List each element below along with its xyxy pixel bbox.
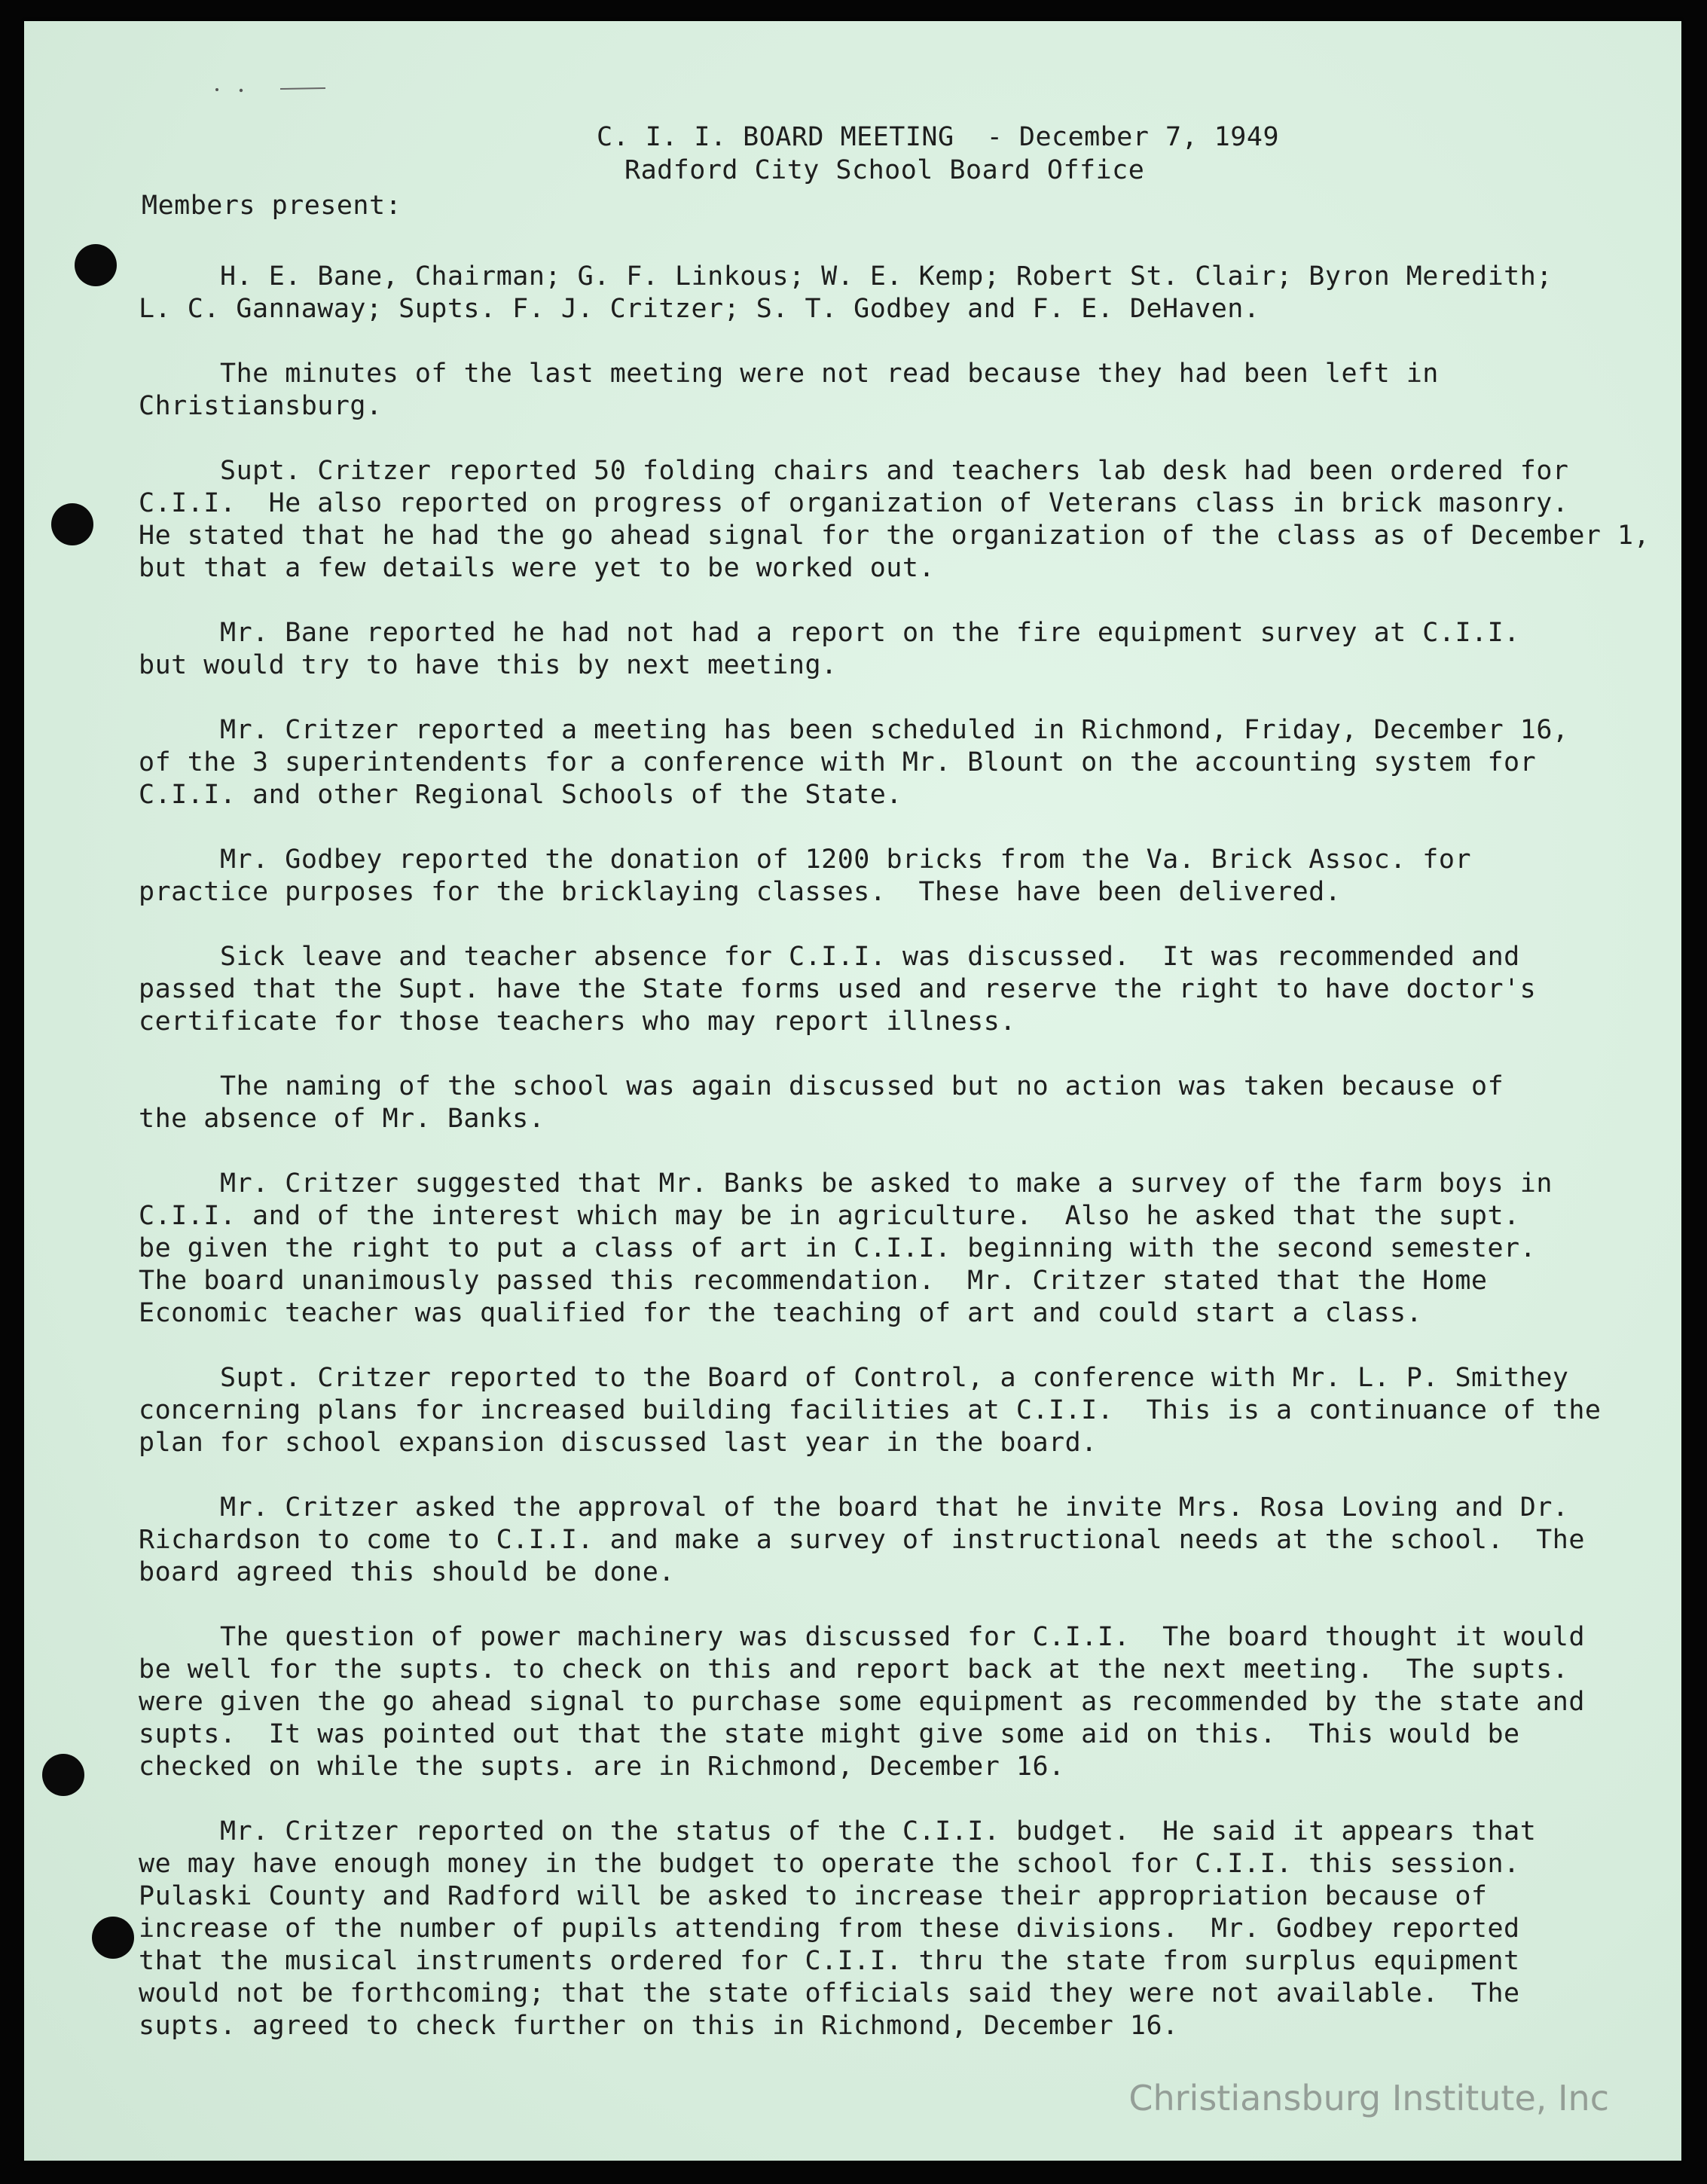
paragraph-line: were given the go ahead signal to purchase some equipment as recommended by the state and [139, 1687, 1585, 1717]
paragraph-line: board agreed this should be done. [139, 1557, 675, 1587]
paragraph-line: Supt. Critzer reported to the Board of Control, a conference with Mr. L. P. Smithey [220, 1363, 1569, 1393]
paragraph-line: The minutes of the last meeting were not read because they had been left in [220, 359, 1439, 389]
paragraph [139, 617, 1645, 682]
paragraph-line: increase of the number of pupils attending from these divisions. Mr. Godbey reported [139, 1914, 1520, 1944]
paragraph-line: Mr. Godbey reported the donation of 1200 bricks from the Va. Brick Assoc. for [220, 845, 1472, 875]
paragraph [139, 941, 1645, 1038]
paragraph-line: of the 3 superintendents for a conference with Mr. Blount on the accounting system for [139, 747, 1537, 777]
paragraph [139, 1362, 1645, 1459]
meeting-title: C. I. I. BOARD MEETING - December 7, 1949 [597, 122, 1280, 152]
paragraph-line: plan for school expansion discussed last year in the board. [139, 1428, 1098, 1458]
paragraph-line: Supt. Critzer reported 50 folding chairs and teachers lab desk had been ordered for [220, 456, 1569, 486]
paragraph-line: Mr. Bane reported he had not had a report on the fire equipment survey at C.I.I. [220, 618, 1520, 648]
paragraph-line: The question of power machinery was discussed for C.I.I. The board thought it would [220, 1622, 1586, 1652]
paragraph-line: passed that the Supt. have the State forms used and reserve the right to have doctor's [139, 974, 1537, 1004]
paragraph [139, 1621, 1645, 1783]
paragraph-line: C.I.I. and of the interest which may be in agriculture. Also he asked that the supt. [139, 1201, 1520, 1231]
paragraph-line: Christiansburg. [139, 391, 383, 421]
document-heading [597, 121, 1425, 187]
paragraph-line: be well for the supts. to check on this and report back at the next meeting. The supts. [139, 1654, 1569, 1685]
paragraph [139, 1492, 1645, 1589]
paragraph-line: Richardson to come to C.I.I. and make a survey of instructional needs at the school. The [139, 1525, 1585, 1555]
paragraph-line: but would try to have this by next meeting. [139, 650, 838, 680]
paragraph-line: supts. It was pointed out that the state might give some aid on this. This would be [139, 1719, 1520, 1749]
paragraph [139, 1816, 1645, 2042]
paragraph [139, 261, 1645, 325]
members-present-label: Members present: [142, 191, 402, 221]
paragraph-line: supts. agreed to check further on this in Richmond, December 16. [139, 2011, 1179, 2041]
paragraph-line: Economic teacher was qualified for the teaching of art and could start a class. [139, 1298, 1423, 1328]
paragraph-line: C.I.I. He also reported on progress of organization of Veterans class in brick masonry. [139, 488, 1569, 518]
paragraph-line: that the musical instruments ordered for C.I.I. thru the state from surplus equipment [139, 1946, 1520, 1976]
meeting-location: Radford City School Board Office [624, 155, 1145, 185]
punch-hole-4 [92, 1917, 134, 1959]
paragraph-line: checked on while the supts. are in Richmond, December 16. [139, 1752, 1065, 1782]
punch-hole-1 [75, 244, 117, 286]
paragraph [139, 358, 1645, 423]
paragraph-line: He stated that he had the go ahead signal for the organization of the class as of December 1, [139, 521, 1651, 551]
paragraph-line: be given the right to put a class of art in C.I.I. beginning with the second semester. [139, 1233, 1537, 1263]
paragraph-line: L. C. Gannaway; Supts. F. J. Critzer; S. T. Godbey and F. E. DeHaven. [139, 294, 1260, 324]
paragraph-line: Mr. Critzer suggested that Mr. Banks be asked to make a survey of the farm boys in [220, 1168, 1553, 1199]
minutes-body [139, 261, 1651, 2075]
paragraph-line: would not be forthcoming; that the state officials said they were not available. The [139, 1978, 1520, 2008]
paragraph-line: C.I.I. and other Regional Schools of the State. [139, 780, 902, 810]
paragraph-line: H. E. Bane, Chairman; G. F. Linkous; W. E. Kemp; Robert St. Clair; Byron Meredith; [220, 261, 1553, 292]
paragraph-line: the absence of Mr. Banks. [139, 1104, 545, 1134]
paragraph-line: practice purposes for the bricklaying classes. These have been delivered. [139, 877, 1342, 907]
paragraph-line: certificate for those teachers who may report illness. [139, 1006, 1016, 1037]
punch-hole-2 [51, 503, 93, 545]
paragraph-line: we may have enough money in the budget to operate the school for C.I.I. this session. [139, 1849, 1520, 1879]
paragraph-line: The naming of the school was again discussed but no action was taken because of [220, 1071, 1504, 1101]
punch-hole-3 [42, 1754, 84, 1796]
paragraph-line: The board unanimously passed this recommendation. Mr. Critzer stated that the Home [139, 1266, 1488, 1296]
paragraph-line: Mr. Critzer reported on the status of the C.I.I. budget. He said it appears that [220, 1816, 1537, 1846]
paragraph [139, 844, 1645, 909]
watermark: Christiansburg Institute, Inc [1128, 2078, 1609, 2118]
paragraph [139, 455, 1651, 585]
paragraph-line: Sick leave and teacher absence for C.I.I. was discussed. It was recommended and [220, 942, 1520, 972]
paragraph-line: Mr. Critzer asked the approval of the board that he invite Mrs. Rosa Loving and Dr. [220, 1492, 1569, 1523]
paragraph [139, 1168, 1645, 1330]
paragraph-line: but that a few details were yet to be worked out. [139, 553, 936, 583]
ink-smudge [212, 86, 333, 93]
paragraph [139, 714, 1645, 811]
paragraph [139, 1071, 1645, 1135]
paragraph-line: Mr. Critzer reported a meeting has been scheduled in Richmond, Friday, December 16, [220, 715, 1569, 745]
paragraph-line: concerning plans for increased building facilities at C.I.I. This is a continuance of the [139, 1395, 1602, 1425]
paragraph-line: Pulaski County and Radford will be asked to increase their appropriation because of [139, 1881, 1488, 1911]
document-page [24, 21, 1681, 2161]
